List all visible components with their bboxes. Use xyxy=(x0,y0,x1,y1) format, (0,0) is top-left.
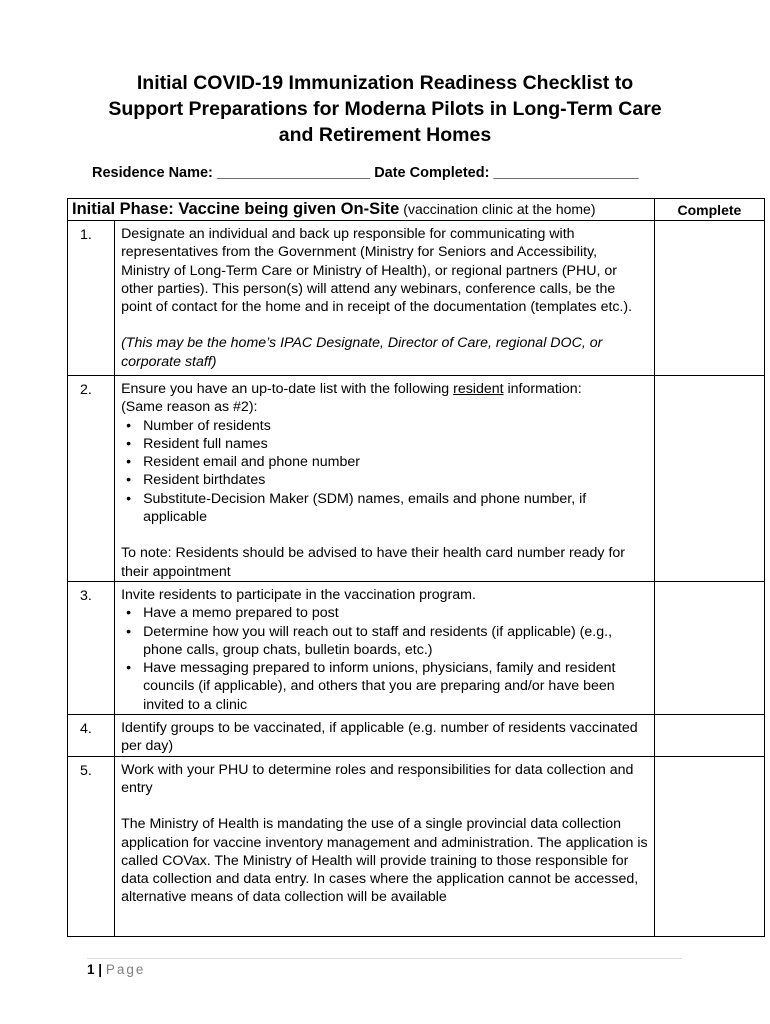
residence-name-field[interactable]: ___________________ xyxy=(216,165,371,181)
title-line-3: and Retirement Homes xyxy=(278,124,492,146)
date-completed-field[interactable]: __________________ xyxy=(493,165,639,181)
table-row xyxy=(68,756,765,936)
title-line-1: Initial COVID-19 Immunization Readiness Checklist to xyxy=(136,72,634,94)
date-completed-label: Date Completed: xyxy=(374,165,490,181)
table-row xyxy=(68,581,765,714)
table-header-row xyxy=(68,199,765,221)
form-meta-line xyxy=(92,165,639,181)
list-item: • Resident email and phone number xyxy=(143,453,648,471)
phase-title: Initial Phase: Vaccine being given On-Site xyxy=(72,200,400,218)
item-subtext: (Same reason as #2): xyxy=(121,399,258,416)
item-note: (This may be the home’s IPAC Designate, Director of Care, regional DOC, or corporate staff) xyxy=(121,335,603,370)
item-text xyxy=(121,380,648,398)
page-separator: | xyxy=(98,962,103,977)
item-text: Work with your PHU to determine roles and responsibilities for data collection and entry xyxy=(121,761,634,796)
item-content xyxy=(115,581,655,714)
item-number: 3. xyxy=(68,581,115,714)
table-row xyxy=(68,221,765,376)
item-content xyxy=(115,715,655,757)
document-title xyxy=(0,70,770,148)
item-number: 2. xyxy=(68,376,115,582)
page-footer xyxy=(87,962,145,977)
list-item: • Resident birthdates xyxy=(143,471,648,489)
list-item: • Have a memo prepared to post xyxy=(143,604,648,622)
item-content xyxy=(115,221,655,376)
readiness-checklist-table xyxy=(67,198,765,937)
table-row xyxy=(68,376,765,582)
list-item: • Determine how you will reach out to staff and residents (if applicable) (e.g., phone calls, group chats, bulletin boards, etc.) xyxy=(143,623,648,660)
item-note: To note: Residents should be advised to have their health card number ready for their appointment xyxy=(121,545,626,580)
residence-name-label: Residence Name: xyxy=(92,165,213,181)
page-word: Page xyxy=(105,962,146,977)
complete-header: Complete xyxy=(654,199,764,221)
phase-header xyxy=(68,199,655,221)
complete-cell[interactable] xyxy=(654,581,764,714)
item-note: The Ministry of Health is mandating the use of a single provincial data collection application for vaccine inventory management and administration. The application is called COVax. The Ministry of Health will provide training to those responsible for data collection and data entry. In cases where the application cannot be accessed, alternative means of data collection will be available xyxy=(121,816,648,906)
item-intro-underlined: resident xyxy=(453,381,504,397)
complete-cell[interactable] xyxy=(654,376,764,582)
complete-cell[interactable] xyxy=(654,756,764,936)
item-intro: Ensure you have an up-to-date list with the following xyxy=(121,381,454,397)
footer-divider xyxy=(87,958,682,959)
table-row xyxy=(68,715,765,757)
item-text: Designate an individual and back up responsible for communicating with representatives from the Government (Ministry for Seniors and Accessibility, Ministry of Long-Term Care or Ministry of Health), or regional partners (PHU, or other parties). This person(s) will attend any webinars, conference calls, be the point of contact for the home and in receipt of the documentation (templates etc.). xyxy=(121,226,633,316)
item-text: Identify groups to be vaccinated, if applicable (e.g. number of residents vaccinated per day) xyxy=(121,720,638,755)
bullet-list xyxy=(121,417,648,527)
bullet-list xyxy=(121,604,648,714)
item-number: 5. xyxy=(68,756,115,936)
page-number: 1 xyxy=(87,962,95,977)
list-item: • Resident full names xyxy=(143,435,648,453)
item-text: Invite residents to participate in the vaccination program. xyxy=(121,586,476,603)
list-item: • Substitute-Decision Maker (SDM) names, emails and phone number, if applicable xyxy=(143,490,648,527)
item-number: 1. xyxy=(68,221,115,376)
complete-cell[interactable] xyxy=(654,221,764,376)
item-content xyxy=(115,376,655,582)
item-content xyxy=(115,756,655,936)
title-line-2: Support Preparations for Moderna Pilots in Long-Term Care xyxy=(108,98,662,120)
phase-note: (vaccination clinic at the home) xyxy=(403,201,596,217)
list-item: • Have messaging prepared to inform unions, physicians, family and resident councils (if applicable), and others that you are preparing and/or have been invited to a clinic xyxy=(143,659,648,714)
item-intro-end: information: xyxy=(503,381,582,397)
list-item: • Number of residents xyxy=(143,417,648,435)
complete-cell[interactable] xyxy=(654,715,764,757)
item-number: 4. xyxy=(68,715,115,757)
